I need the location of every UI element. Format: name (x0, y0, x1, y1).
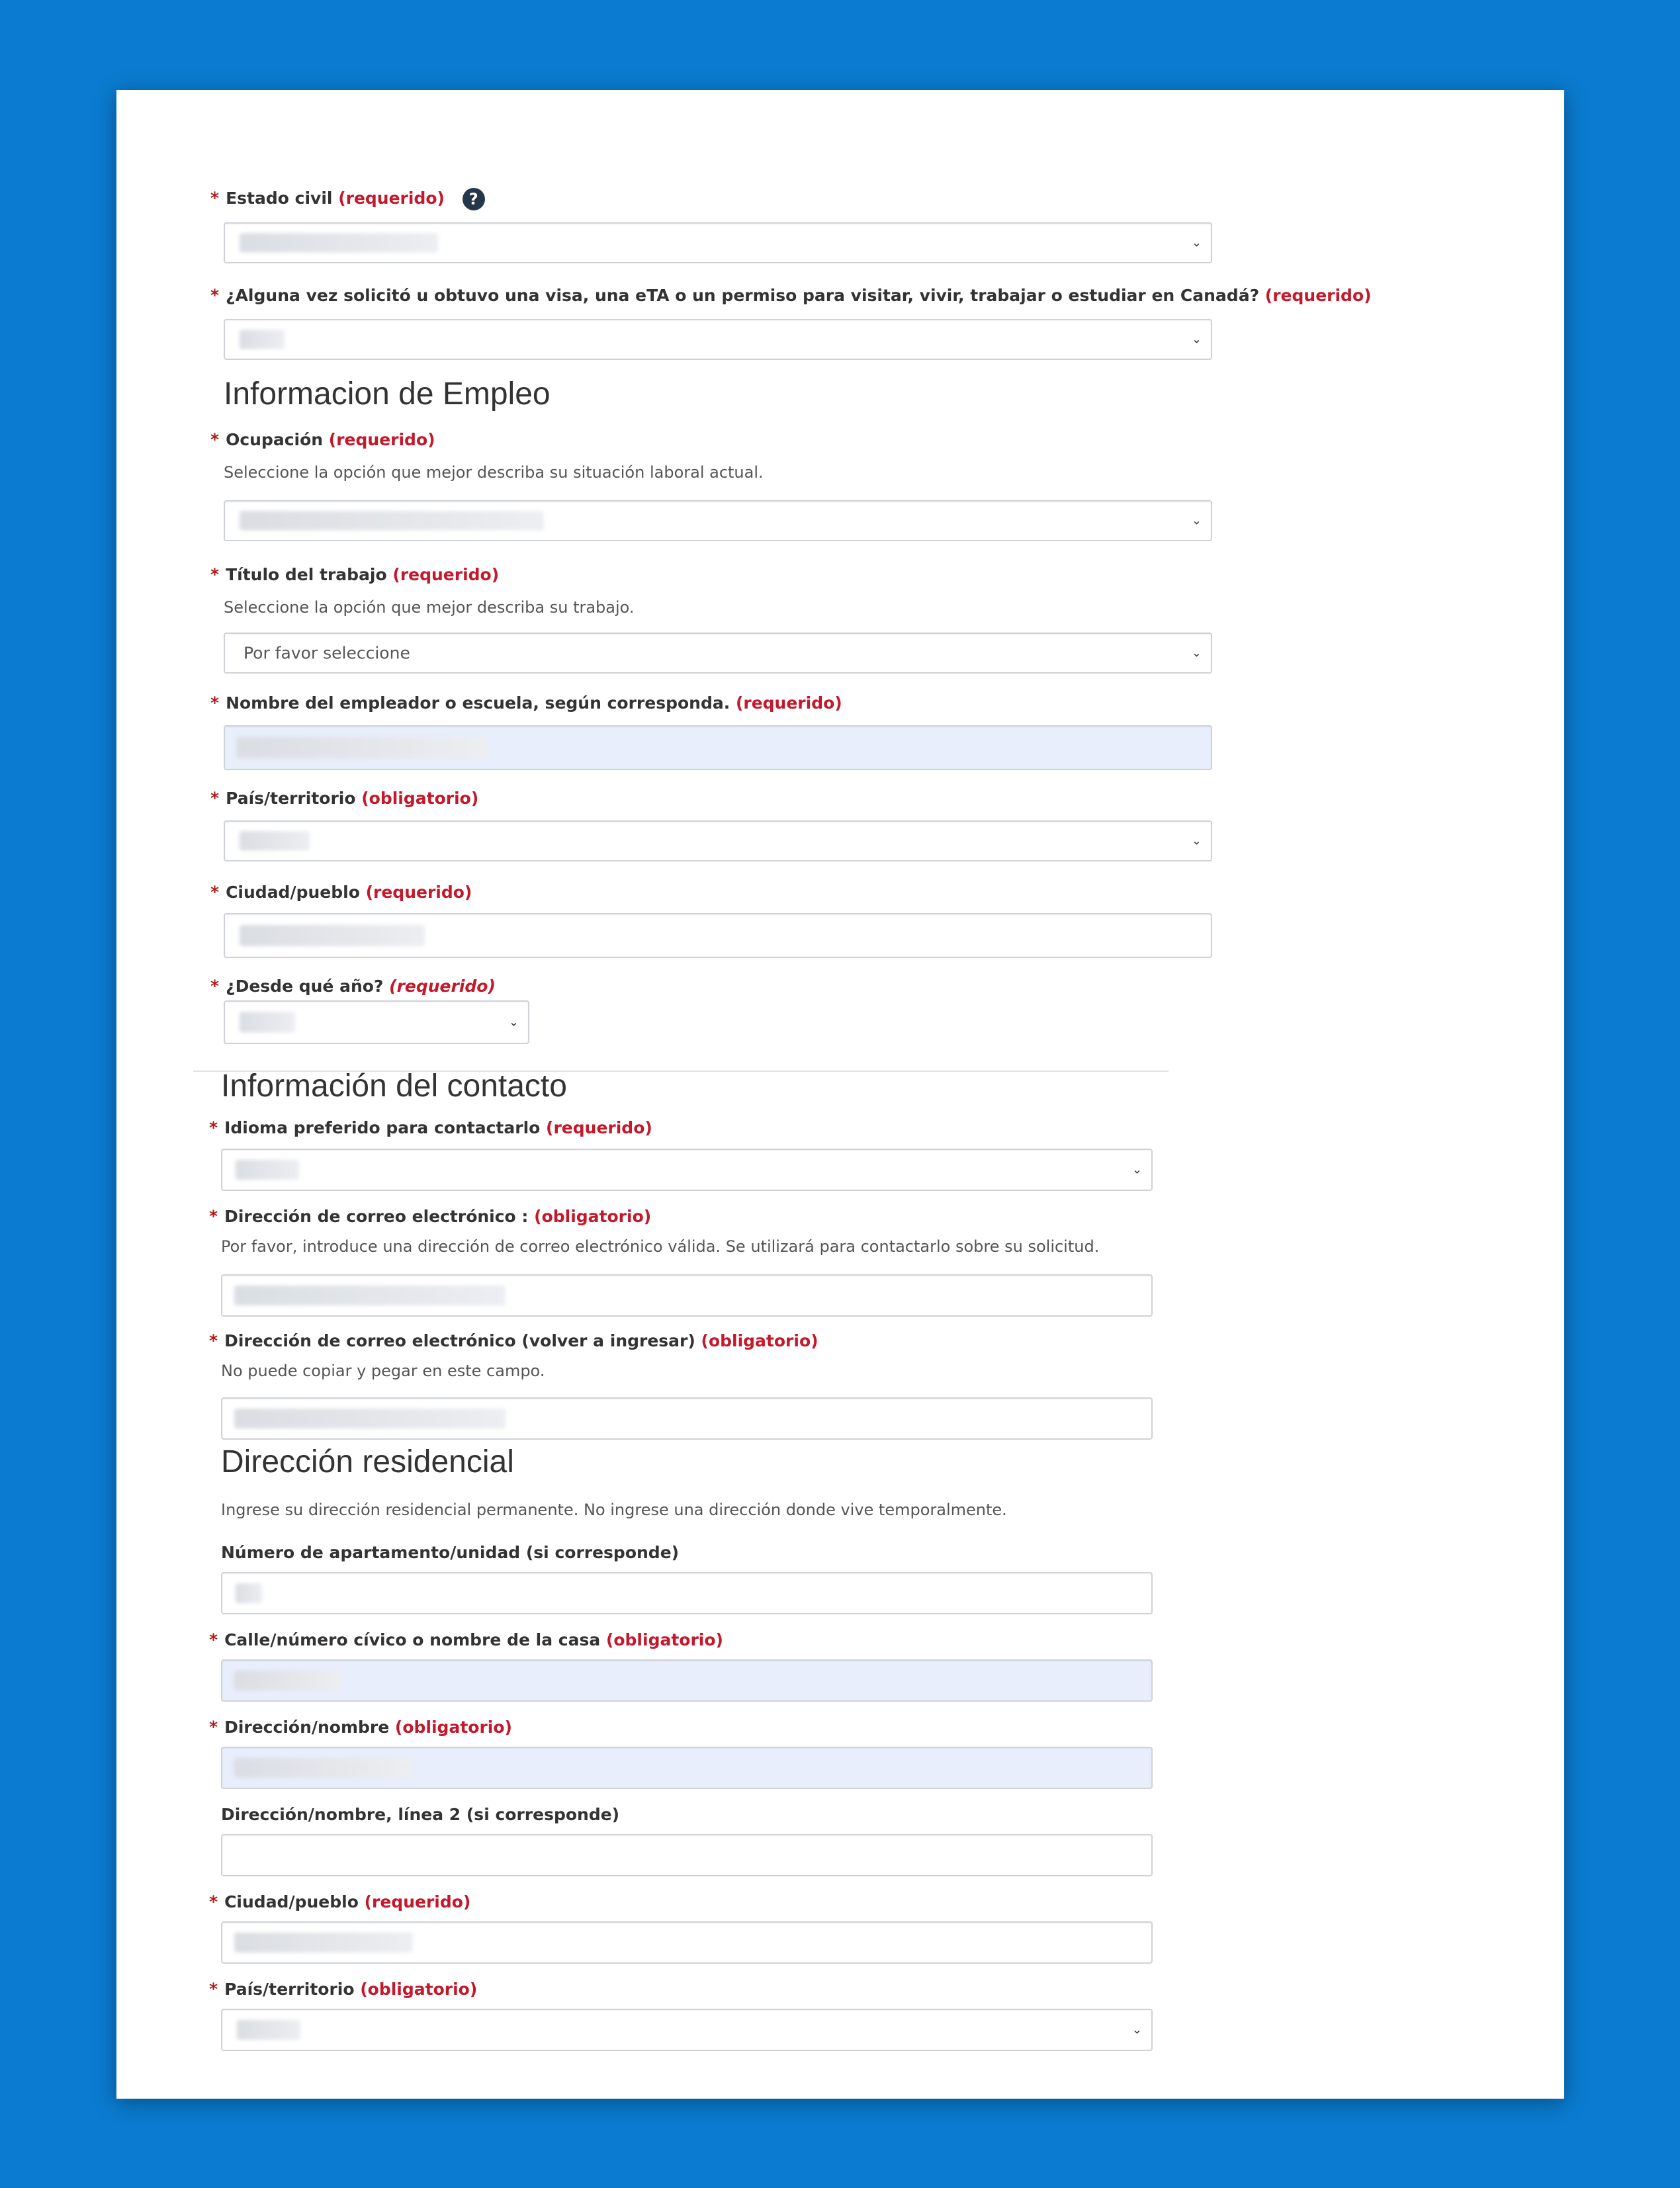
residential-country-label: * País/territorio (obligatorio) (209, 1980, 478, 1999)
required-marker: (obligatorio) (534, 1207, 652, 1226)
job-title-value: Por favor seleccione (243, 643, 410, 663)
prior-visa-select[interactable] (224, 319, 1212, 360)
required-marker: (requerido) (735, 693, 842, 713)
employment-city-input[interactable] (224, 913, 1212, 958)
occupation-select[interactable] (224, 500, 1212, 541)
employer-input[interactable] (224, 725, 1212, 770)
employment-country-select[interactable] (224, 820, 1212, 861)
contact-heading: Información del contacto (221, 1069, 567, 1104)
required-marker: (obligatorio) (605, 1630, 723, 1649)
marital-status-label: * Estado civil (requerido) ? (210, 188, 485, 210)
required-marker: (requerido) (546, 1118, 652, 1137)
required-marker: (obligatorio) (701, 1331, 818, 1350)
apartment-label: Número de apartamento/unidad (si corresponde) (221, 1543, 680, 1562)
chevron-down-icon: ⌄ (1131, 2023, 1142, 2037)
address2-label: Dirección/nombre, línea 2 (si corresponde) (221, 1805, 620, 1824)
required-marker: (obligatorio) (361, 789, 479, 808)
application-form-card (116, 90, 1564, 2099)
chevron-down-icon: ⌄ (1131, 1162, 1142, 1177)
chevron-down-icon: ⌄ (1191, 513, 1202, 528)
employment-country-label: * País/territorio (obligatorio) (210, 789, 479, 808)
chevron-down-icon: ⌄ (508, 1015, 519, 1029)
required-marker: (requerido) (328, 430, 435, 449)
residential-heading: Dirección residencial (221, 1444, 514, 1479)
job-title-select[interactable] (224, 633, 1212, 674)
chevron-down-icon: ⌄ (1191, 834, 1202, 848)
occupation-label: * Ocupación (requerido) (210, 430, 435, 449)
required-marker: (requerido) (364, 1892, 471, 1911)
job-title-hint: Seleccione la opción que mejor describa su trabajo. (224, 598, 635, 617)
required-marker: (requerido) (365, 883, 472, 902)
required-marker: (obligatorio) (394, 1718, 512, 1737)
required-marker: (obligatorio) (360, 1980, 478, 1999)
since-year-label: * ¿Desde qué año? (requerido) (210, 977, 496, 996)
email-hint: Por favor, introduce una dirección de correo electrónico válida. Se utilizará para contactarlo sobre su solicitud. (221, 1237, 1100, 1256)
email-label: * Dirección de correo electrónico : (obligatorio) (209, 1207, 652, 1226)
required-marker: (requerido) (392, 565, 500, 584)
marital-status-select[interactable] (224, 222, 1212, 263)
required-marker: (requerido) (338, 189, 445, 208)
required-marker: (requerido) (389, 977, 496, 996)
residential-country-select[interactable] (221, 2009, 1153, 2051)
email-confirm-input[interactable] (221, 1397, 1153, 1440)
chevron-down-icon: ⌄ (1191, 236, 1202, 250)
apartment-input[interactable] (221, 1572, 1153, 1614)
email-input[interactable] (221, 1274, 1153, 1317)
occupation-hint: Seleccione la opción que mejor describa su situación laboral actual. (224, 463, 764, 482)
address-input[interactable] (221, 1747, 1153, 1789)
address-label: * Dirección/nombre (obligatorio) (209, 1718, 512, 1737)
language-select[interactable] (221, 1149, 1153, 1191)
address2-input[interactable] (221, 1834, 1153, 1876)
employer-label: * Nombre del empleador o escuela, según corresponda. (requerido) (210, 693, 842, 713)
street-label: * Calle/número cívico o nombre de la casa (obligatorio) (209, 1630, 723, 1649)
employment-city-label: * Ciudad/pueblo (requerido) (210, 883, 472, 902)
chevron-down-icon: ⌄ (1191, 332, 1202, 347)
employment-heading: Informacion de Empleo (224, 376, 551, 412)
chevron-down-icon: ⌄ (1191, 646, 1202, 660)
email-confirm-hint: No puede copiar y pegar en este campo. (221, 1362, 545, 1380)
question-circle-icon[interactable]: ? (463, 188, 485, 210)
residential-hint: Ingrese su dirección residencial permanente. No ingrese una dirección donde vive temporalmente. (221, 1501, 1007, 1519)
language-label: * Idioma preferido para contactarlo (requerido) (209, 1118, 652, 1137)
street-input[interactable] (221, 1659, 1153, 1702)
required-marker: (requerido) (1264, 286, 1372, 305)
residential-city-label: * Ciudad/pueblo (requerido) (209, 1892, 471, 1911)
email-confirm-label: * Dirección de correo electrónico (volver a ingresar) (obligatorio) (209, 1331, 818, 1350)
prior-visa-label: * ¿Alguna vez solicitó u obtuvo una visa, una eTA o un permiso para visitar, vivir, trabajar o estudiar en Canadá? (requerido) (210, 286, 1372, 305)
residential-city-input[interactable] (221, 1921, 1153, 1964)
job-title-label: * Título del trabajo (requerido) (210, 565, 500, 584)
since-year-select[interactable] (224, 1000, 529, 1044)
